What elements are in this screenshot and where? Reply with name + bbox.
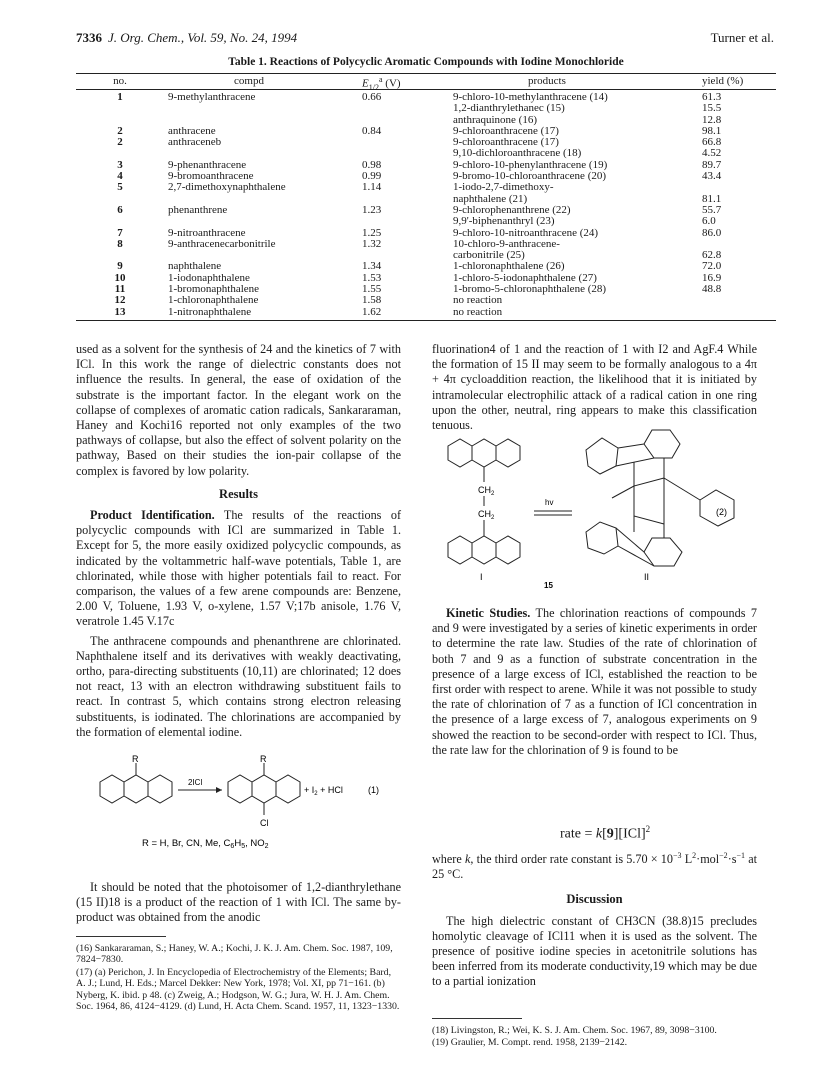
discussion-heading: Discussion [566, 892, 623, 907]
left-column [76, 342, 401, 740]
reaction-scheme-1 [82, 754, 402, 864]
table-row [76, 307, 776, 318]
cell-compd: 2,7-dimethoxynaphthalene [168, 181, 286, 194]
cell-yield: 15.5 [702, 102, 722, 115]
product-identification-lead: Product Identification. [90, 508, 215, 523]
table-row [76, 137, 776, 148]
cell-compd: 9-anthracenecarbonitrile [168, 237, 276, 250]
cell-no: 1 [117, 91, 123, 103]
table-body [76, 90, 776, 318]
cell-no: 2 [117, 136, 123, 149]
structure-label-II: II [644, 572, 650, 582]
footnote-16: (16) Sankararaman, S.; Haney, W. A.; Kochi, J. K. J. Am. Chem. Soc. 1987, 109, 7824−7830. [76, 943, 393, 966]
table-caption: Table 1. Reactions of Polycyclic Aromatic Compounds with Iodine Monochloride [228, 56, 624, 68]
cell-yield: 62.8 [702, 249, 722, 262]
cell-product: 1,2-dianthrylethanec (15) [453, 102, 565, 115]
kinetic-studies-lead: Kinetic Studies. [446, 606, 531, 620]
structure-label-I: I [480, 572, 483, 582]
cell-product: 9-chloroanthracene (17) [453, 136, 559, 149]
cell-product: no reaction [453, 305, 503, 318]
cell-no: 8 [117, 237, 123, 250]
cell-e: 1.32 [362, 237, 382, 250]
cell-no: 6 [117, 203, 123, 216]
table-row [76, 92, 776, 103]
cell-e: 1.34 [362, 260, 382, 273]
cell-compd: anthracene [168, 124, 216, 137]
cell-compd: 1-iodonaphthalene [168, 271, 250, 284]
cell-yield: 6.0 [702, 215, 716, 228]
scheme1-legend: R = H, Br, CN, Me, $C_6H_5$, $NO_2$ [142, 838, 269, 850]
left-paragraph-3: The anthracene compounds and phenanthrene are chlorinated. Naphthalene itself and its derivatives with weakly deactivating, ortho, para-directing substituents (10,11) are chlorinated; 12 does not react, 13 with an electron withdrawing substituent fails to react. In contrast 5, which contains strong electron releasing substituents, is iodinated. The chlorinations are accompanied by the formation of elemental iodine. [76, 633, 401, 739]
table-row [76, 205, 776, 216]
rate-law-equation: rate = k[9][ICl]$^2$ [560, 824, 651, 842]
cell-e: 0.99 [362, 170, 382, 183]
compound-number-15: 15 [544, 581, 553, 590]
right-footnotes [432, 1018, 757, 1050]
cell-product: 9-chloroanthracene (17) [453, 124, 559, 137]
cell-product: 9,10-dichloroanthracene (18) [453, 147, 582, 160]
left-paragraph-1: used as a solvent for the synthesis of 24 and the kinetics of 7 with ICl. In this work the range of dielectric constants does not influence the results. In general, the ease of oxidation of the substrate is the important factor. In the elegant work on the collapse of complexes of aromatic cation radicals, Sankararaman, Haney and Kochi16 reported not only examples of the two pathways of collapse, but also the effect of solvent polarity on the pathway, Based on their studies the ion-pair collapse of the complex is favored by low polarity. [76, 342, 401, 478]
ch2-upper: $CH_2$ [478, 485, 495, 497]
cell-compd: 1-bromonaphthalene [168, 283, 260, 296]
cell-e: 0.84 [362, 124, 382, 137]
col-header-yield: yield (%) [702, 75, 744, 87]
table-bottom-rule [76, 320, 776, 321]
cell-yield: 66.8 [702, 136, 722, 149]
col-header-e: $E_{1/2}^a$ (V) [362, 75, 401, 92]
cell-yield: 89.7 [702, 158, 722, 171]
cell-product: 1-chloronaphthalene (26) [453, 260, 565, 273]
cell-compd: 9-phenanthracene [168, 158, 247, 171]
footnote-19: (19) Graulier, M. Compt. rend. 1958, 2139−2142. [432, 1037, 628, 1049]
cell-compd: 9-nitroanthracene [168, 226, 246, 239]
cell-no: 5 [117, 181, 123, 194]
table-row [76, 239, 776, 250]
scheme1-reagent: 2ICl [188, 778, 203, 787]
cell-yield: 16.9 [702, 271, 722, 284]
cell-product: 10-chloro-9-anthracene- [453, 237, 560, 250]
table-header-row [76, 74, 776, 92]
cell-no: 7 [117, 226, 123, 239]
cell-product: 1-chloro-5-iodonaphthalene (27) [453, 271, 597, 284]
footnote-rule [76, 936, 166, 937]
cell-no: 3 [117, 158, 123, 171]
cell-product: anthraquinone (16) [453, 113, 537, 126]
left-paragraph-4: It should be noted that the photoisomer of 1,2-dianthrylethane (15 II)18 is a product of the reaction of 1 with ICl. The same by-product was obtained from the anodic [76, 880, 401, 925]
cell-compd: phenanthrene [168, 203, 228, 216]
page-number: 7336 [76, 30, 102, 45]
cell-yield: 43.4 [702, 170, 722, 183]
cell-e: 1.25 [362, 226, 382, 239]
cell-e: 1.14 [362, 181, 382, 194]
cell-product: 1-iodo-2,7-dimethoxy- [453, 181, 554, 194]
cell-product: 9-chlorophenanthrene (22) [453, 203, 571, 216]
cell-compd: anthraceneb [168, 136, 222, 149]
cell-e: 0.98 [362, 158, 382, 171]
col-header-products: products [528, 75, 566, 87]
col-header-no: no. [113, 75, 127, 87]
cell-e: 1.62 [362, 305, 382, 318]
scheme2-eq-number: (2) [716, 507, 727, 517]
dianthrylethane-structure [448, 439, 520, 564]
scheme1-products: + $I_2$ + HCl [304, 785, 343, 797]
cell-yield: 81.1 [702, 192, 722, 205]
left-footnotes [76, 936, 401, 1013]
col-header-compd: compd [234, 75, 264, 87]
cell-no: 2 [117, 124, 123, 137]
cell-product: 9,9'-biphenanthryl (23) [453, 215, 555, 228]
scheme1-number: (1) [368, 785, 379, 795]
cell-yield: 4.52 [702, 147, 722, 160]
cell-yield: 48.8 [702, 283, 722, 296]
cell-product: 1-bromo-5-chloronaphthalene (28) [453, 283, 607, 296]
cell-no: 12 [114, 294, 126, 307]
cell-e: 1.58 [362, 294, 382, 307]
scheme1-cl: Cl [260, 818, 269, 828]
ch2-lower: $CH_2$ [478, 509, 495, 521]
right-column-end [432, 848, 757, 990]
cell-yield: 55.7 [702, 203, 722, 216]
cell-e: 1.23 [362, 203, 382, 216]
cell-product: 9-chloro-10-phenylanthracene (19) [453, 158, 608, 171]
anthracene-structure-left [100, 763, 172, 803]
cell-no: 10 [114, 271, 126, 284]
results-table [76, 73, 776, 321]
left-column-end [76, 880, 401, 926]
cell-no: 4 [117, 170, 123, 183]
cell-yield: 61.3 [702, 91, 722, 103]
cell-product: 9-chloro-10-nitroanthracene (24) [453, 226, 599, 239]
cell-e: 1.55 [362, 283, 382, 296]
footnote-17: (17) (a) Perichon, J. In Encyclopedia of Electrochemistry of the Elements; Bard, A. J.; Lund, H. Eds.; Marcel Dekker: New York, 1978; Vol. XI, pp 71−161. (b) Nyberg, K. ibid. p 48. (c) Zweig, A.; Hodgson, W. G.; Jura, W. H. J. Am. Chem. Soc. 1964, 86, 4124−4129. (d) Lund, H. Acta Chem. Scand. 1957, 11, 1323−1330. [76, 966, 400, 1013]
cell-product: carbonitrile (25) [453, 249, 525, 262]
cell-e: 1.53 [362, 271, 382, 284]
hv-label: hv [545, 498, 554, 507]
cell-compd: 9-methylanthracene [168, 91, 256, 103]
cell-yield: 12.8 [702, 113, 722, 126]
scheme1-r1: R [132, 754, 139, 764]
cell-product: 9-bromo-10-chloroanthracene (20) [453, 170, 607, 183]
cell-yield: 86.0 [702, 226, 722, 239]
arrowhead [216, 787, 222, 793]
cell-e: 0.66 [362, 91, 382, 103]
cell-no: 13 [114, 305, 126, 318]
cell-no: 9 [117, 260, 123, 273]
cell-compd: 1-chloronaphthalene [168, 294, 259, 307]
authors: Turner et al. [710, 30, 774, 45]
cell-yield: 98.1 [702, 124, 722, 137]
right-paragraph-1: fluorination4 of 1 and the reaction of 1 with I2 and AgF.4 While the formation of 15 II may seem to be formally analogous to a 4π + 4π cycloaddition reaction, the likelihood that it is initiated by intramolecular electrophilic attack of a radical cation in one ring upon the other, neutral, ring appears to make this classification tenuous. [432, 342, 757, 433]
discussion-paragraph: The high dielectric constant of CH3CN (38.8)15 precludes homolytic cleavage of ICl11 when it is used as the solvent. The presence of positive iodine species in acetonitrile solutions has been inferred from its moderate conductivity,19 which may be due to a partial ionization [432, 913, 757, 989]
table-row [76, 295, 776, 306]
footnote-rule-right [432, 1018, 522, 1019]
scheme1-r2: R [260, 754, 267, 764]
table-row [76, 216, 776, 227]
kinetic-studies-paragraph: Kinetic Studies. The chlorination reactions of compounds 7 and 9 were investigated by a series of kinetic experiments in order to determine the rate law. Studies of the rate of chlorination of both 7 and 9 as a function of substrate concentration in the presence of a large excess of ICl, established the reaction to be first order with respect to arene. While it was not possible to study the rate of chlorination of 7 as a function of ICl concentration in the presence of a large excess of 7, analogous experiments on 9 showed the reaction to be second-order with respect to ICl. Thus, the rate law for the chlorination of 9 is found to be [432, 606, 757, 757]
cell-compd: 1-nitronaphthalene [168, 305, 252, 318]
reaction-scheme-2 [438, 420, 778, 598]
cell-compd: naphthalene [168, 260, 222, 273]
rate-constant-paragraph: where k, the third order rate constant is $5.70 \times 10^{-3}$ $L^2\cdot mol^{-2}\cdot s^{-1}$ at 25 °C. [432, 851, 757, 882]
right-column-kinetics [432, 606, 757, 758]
running-header [76, 30, 774, 48]
cell-product: naphthalene (21) [453, 192, 528, 205]
table-row [76, 182, 776, 193]
journal-citation: J. Org. Chem., Vol. 59, No. 24, 1994 [108, 30, 298, 45]
cell-compd: 9-bromoanthracene [168, 170, 254, 183]
cell-no: 11 [114, 283, 126, 296]
anthracene-structure-right [228, 763, 300, 815]
footnote-18: (18) Livingston, R.; Wei, K. S. J. Am. Chem. Soc. 1967, 89, 3098−3100. [432, 1025, 717, 1036]
photoisomer-structure [586, 430, 734, 566]
product-identification-paragraph: Product Identification. The results of the reactions of polycyclic compounds with ICl are summarized in Table 1. Except for 5, the more easily oxidized polycyclic compounds, as indicated by the voltammetric half-wave potentials, Table 1, are chlorinated, while those with higher potentials fail to react. For comparison, the values of a few arene compounds are: Benzene, 2.00 V, Toluene, 1.93 V, o-xylene, 1.57 V;17b anisole, 1.76 V, veratrole 1.45 V.17c [76, 508, 401, 629]
cell-product: no reaction [453, 294, 503, 307]
cell-product: 9-chloro-10-methylanthracene (14) [453, 91, 608, 103]
results-heading: Results [219, 486, 258, 501]
table-row [76, 103, 776, 114]
cell-yield: 72.0 [702, 260, 722, 273]
